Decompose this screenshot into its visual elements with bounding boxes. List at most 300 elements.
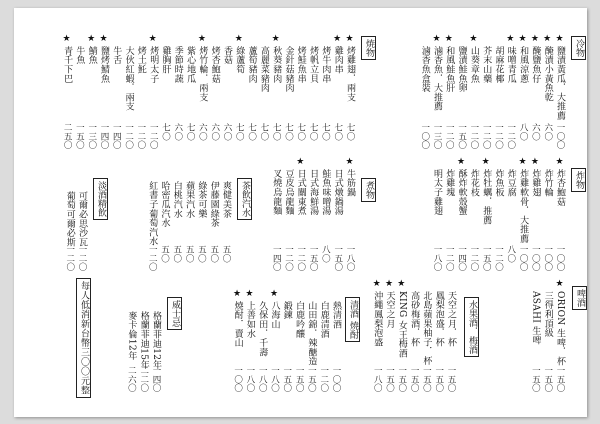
- recommend-star-icon: [431, 156, 442, 169]
- recommend-star-icon: ★: [233, 289, 242, 299]
- fried-item-price: 一〇〇: [555, 245, 565, 272]
- tea-item-name: 伊藤園綠茶: [208, 181, 219, 228]
- tea-item: [208, 168, 219, 285]
- cold-item-name: 醃鹽魚仔: [530, 46, 541, 84]
- grill-item: [110, 33, 121, 163]
- umeshu-item-name: KING 女王梅酒: [396, 291, 407, 358]
- sake-item-price: 一五〇: [306, 366, 317, 393]
- recommend-star-icon: [468, 156, 479, 169]
- umeshu-item-price: 一五〇: [446, 366, 456, 393]
- grill-item-price: 六〇: [197, 123, 208, 141]
- umeshu-item-name: 北島蘋果柚子．杯: [421, 291, 432, 366]
- grill-item: [160, 33, 171, 163]
- cold-item-price: 一〇〇: [555, 123, 565, 150]
- simmer-item-name: 牛筋鍋: [345, 169, 355, 197]
- fried-item: [529, 156, 540, 285]
- grill-item: [123, 33, 134, 163]
- cold-item-price: 六〇: [530, 123, 541, 141]
- simmer-item-price: 一二〇: [283, 245, 294, 272]
- recommend-star-icon: [135, 33, 146, 46]
- simmer-item-name: 豆皮烏龍麵: [283, 169, 294, 216]
- recommend-star-icon: [221, 33, 232, 46]
- recommend-star-icon: [319, 156, 330, 169]
- simmer-item: [295, 156, 306, 285]
- fried-item: [493, 156, 504, 285]
- menu-sheet: [14, 8, 587, 417]
- recommend-star-icon: ★: [148, 34, 157, 44]
- tea-item-name: 綠茶可樂: [196, 181, 207, 219]
- grill-item: [283, 33, 294, 163]
- fried-item-price: 一四〇: [456, 245, 467, 272]
- section-title-umeshu: 水果酒．梅酒: [464, 297, 479, 357]
- sake-item-price: 一八〇: [257, 366, 268, 393]
- umeshu-item-price: 一五〇: [396, 366, 407, 393]
- recommend-star-icon: [419, 33, 430, 46]
- recommend-star-icon: [281, 288, 292, 301]
- grill-item: [61, 33, 72, 163]
- fried-item: [517, 156, 528, 285]
- sake-item-price: 一八〇: [244, 366, 255, 393]
- cold-item-name: 山葵章魚: [468, 46, 479, 84]
- sake-item: [293, 288, 304, 406]
- grill-item-price: 七〇: [258, 123, 269, 141]
- grill-item-name: 鹽烤鯖魚: [99, 46, 109, 84]
- cold-item: [419, 33, 430, 163]
- umeshu-item-price: 一五〇: [421, 366, 432, 393]
- recommend-star-icon: [183, 168, 194, 181]
- tea-item-name: 哈密瓜汽水: [159, 181, 170, 228]
- cold-item: [554, 33, 565, 163]
- cold-item: [431, 33, 442, 163]
- sake-item-name: 上善如水: [244, 301, 255, 339]
- umeshu-item-name: 鳳梨泡盛．杯: [433, 291, 444, 347]
- grill-item-name: 烤杏鮑菇: [209, 46, 220, 84]
- recommend-star-icon: [209, 33, 220, 46]
- cold-item-price: 一三〇: [432, 123, 442, 150]
- grill-item: [184, 33, 195, 163]
- tea-item-price: 五〇: [208, 245, 219, 263]
- grill-item-name: 牛魚: [74, 46, 85, 65]
- grill-item-price: 七〇: [160, 123, 171, 141]
- simmer-item: [319, 156, 330, 285]
- footer-note: 每人低消新台幣三〇〇元整: [76, 278, 91, 398]
- sake-house-item-price: 一二〇: [77, 245, 87, 272]
- cold-item: [443, 33, 454, 163]
- grill-item-name: 烤明太子: [148, 46, 159, 84]
- fried-item-name: 炸雞塊: [444, 169, 455, 197]
- section-title-fried: 炸物: [571, 168, 586, 192]
- umeshu-item-name: 沖繩鳳梨泡盛: [372, 291, 383, 347]
- recommend-star-icon: [529, 278, 540, 291]
- grill-item-name: 烤牛肉串: [320, 46, 331, 84]
- cold-item-price: 一〇〇: [419, 123, 430, 150]
- cold-item-price: 六〇: [542, 123, 553, 141]
- grill-item-name: 烤竹輪．兩支: [197, 46, 208, 102]
- recommend-star-icon: [270, 156, 281, 169]
- cold-item-name: 鹽漬鮭魚卵: [456, 46, 467, 93]
- fried-item: [505, 156, 516, 285]
- grill-item-name: 秋葵豬肉: [271, 46, 282, 84]
- recommend-star-icon: [433, 278, 444, 291]
- grill-item-price: 二五〇: [62, 123, 73, 150]
- umeshu-item-name: 天空之月．杯: [446, 291, 456, 347]
- sake-house-item-name: 葡萄可爾必斯: [64, 191, 75, 247]
- cold-item-name: 和風涼蔥: [518, 46, 529, 84]
- recommend-star-icon: ★: [397, 279, 406, 289]
- grill-item-price: 七〇: [345, 123, 355, 141]
- simmer-item: [344, 156, 355, 285]
- cold-item: [517, 33, 528, 163]
- sake-house-item: [64, 178, 75, 285]
- grill-item: [295, 33, 306, 163]
- fried-item: [456, 156, 467, 285]
- grill-item-name: 金針菇豬肉: [283, 46, 294, 93]
- cold-item: [542, 33, 553, 163]
- sake-item-name: 白鹿清酒: [318, 301, 329, 339]
- tea-item: [159, 168, 170, 285]
- beer-item-price: 一五〇: [530, 366, 541, 393]
- cold-item: [456, 33, 467, 163]
- umeshu-item-price: 一五〇: [384, 366, 395, 393]
- cold-item-name: 鹽漬黃瓜．大推薦: [555, 46, 565, 121]
- tea-item-price: 五〇: [196, 245, 207, 263]
- grill-item: [196, 33, 207, 163]
- grill-item-name: 蘆筍豬肉: [246, 46, 257, 84]
- simmer-item-name: 叉燒烏龍麵: [271, 169, 282, 216]
- recommend-star-icon: [76, 178, 87, 191]
- beer-item: [529, 278, 540, 406]
- tea-item-price: 五〇: [159, 245, 170, 263]
- cold-item: [468, 33, 479, 163]
- recommend-star-icon: [443, 156, 454, 169]
- fried-item-price: 八〇: [505, 245, 516, 263]
- tea-item: [171, 168, 182, 285]
- grill-item-price: 七〇: [246, 123, 257, 141]
- recommend-star-icon: [456, 33, 467, 46]
- recommend-star-icon: ★: [333, 34, 342, 44]
- recommend-star-icon: [293, 288, 304, 301]
- tea-item-price: 五〇: [221, 245, 231, 263]
- sake-item: [305, 288, 316, 406]
- sake-item-name: 八海山: [269, 301, 280, 329]
- recommend-star-icon: [146, 168, 157, 181]
- recommend-star-icon: [305, 288, 316, 301]
- sake-item-name: 燒酎．賣山: [232, 301, 243, 348]
- section-title-sake: 清酒 燒酎: [345, 297, 360, 342]
- cold-item-price: 一二〇: [481, 123, 492, 150]
- grill-item-price: 六〇: [222, 123, 232, 141]
- grill-item: [332, 33, 343, 163]
- recommend-star-icon: [480, 33, 491, 46]
- cold-item-price: 一二〇: [493, 123, 504, 150]
- grill-item-price: 七〇: [271, 123, 282, 141]
- recommend-star-icon: ★: [518, 157, 527, 167]
- recommend-star-icon: [208, 168, 219, 181]
- tea-item-name: 白桃汽水: [171, 181, 182, 219]
- whisky-item-name: 格蘭菲迪15年: [138, 311, 149, 370]
- grill-item: [221, 33, 232, 163]
- beer-item: [554, 278, 565, 406]
- recommend-star-icon: [307, 33, 318, 46]
- recommend-star-icon: [73, 33, 84, 46]
- sake-item-name: 白鹿吟釀: [294, 301, 305, 339]
- recommend-star-icon: ★: [555, 157, 564, 167]
- recommend-star-icon: [246, 33, 257, 46]
- simmer-item: [332, 156, 343, 285]
- recommend-star-icon: ★: [432, 34, 441, 44]
- umeshu-item-name: 天空之月: [384, 291, 395, 329]
- grill-item-price: 一四〇: [99, 123, 109, 150]
- whisky-item: [150, 298, 161, 406]
- fried-item-name: 炸杏鮑菇: [555, 169, 565, 207]
- tea-item: [183, 168, 194, 285]
- recommend-star-icon: [493, 33, 504, 46]
- recommend-star-icon: [110, 33, 121, 46]
- recommend-star-icon: [150, 298, 161, 311]
- recommend-star-icon: ★: [234, 34, 243, 44]
- fried-item-price: 一〇〇: [518, 245, 529, 272]
- grill-item: [73, 33, 84, 163]
- grill-item-name: 雞胸肝: [160, 46, 171, 74]
- fried-item-name: 炸花枝: [468, 169, 479, 197]
- grill-item: [270, 33, 281, 163]
- tea-item-price: 五〇: [184, 245, 195, 263]
- recommend-star-icon: [123, 33, 134, 46]
- tea-item: [146, 168, 157, 285]
- recommend-star-icon: ★: [197, 34, 206, 44]
- recommend-star-icon: ★: [269, 289, 279, 299]
- cold-item: [505, 33, 516, 163]
- grill-item: [86, 33, 97, 163]
- tea-item: [195, 168, 206, 285]
- tea-item-name: 爽健美茶: [221, 181, 231, 219]
- recommend-star-icon: [332, 156, 343, 169]
- grill-item-name: 烤鮭魚串: [295, 46, 306, 84]
- cold-item-name: 醃漬小黃魚乾: [542, 46, 553, 102]
- recommend-star-icon: [160, 33, 171, 46]
- fried-item-price: 一〇〇: [530, 245, 541, 272]
- cold-item-name: 味噌青瓜: [505, 46, 516, 84]
- sake-item-price: 一五〇: [294, 366, 305, 393]
- cold-item-name: 滷香魚盒裝: [419, 46, 430, 93]
- sake-item-price: 一二〇: [318, 366, 329, 393]
- tea-item-price: 五〇: [171, 245, 182, 263]
- fried-item-name: 酥炸軟殼蟹: [456, 169, 467, 216]
- cold-item-price: 一二〇: [444, 123, 455, 150]
- cold-item-name: 胡麻花椰: [493, 46, 504, 84]
- fried-item-name: 炸魚板: [493, 169, 504, 197]
- grill-item-name: 鯖魚: [86, 46, 97, 65]
- fried-item: [542, 156, 553, 285]
- sake-item-name: 鍛鍊: [281, 301, 292, 320]
- recommend-star-icon: ★: [481, 157, 490, 167]
- recommend-star-icon: [420, 278, 431, 291]
- grill-item: [209, 33, 220, 163]
- grill-item-name: 大伙紅蝦．兩支: [123, 46, 134, 112]
- umeshu-item-price: 一五〇: [409, 366, 420, 393]
- recommend-star-icon: [138, 298, 149, 311]
- cold-item-price: 一二〇: [505, 123, 516, 150]
- grill-item-price: 六〇: [172, 123, 183, 141]
- fried-item: [480, 156, 491, 285]
- grill-item-name: 烤土魠: [135, 46, 146, 74]
- fried-item-price: 一二〇: [444, 245, 455, 272]
- recommend-star-icon: ★: [62, 34, 71, 44]
- grill-item-price: 七〇: [283, 123, 294, 141]
- simmer-item-name: 日式關東煮: [295, 169, 306, 216]
- recommend-star-icon: [408, 278, 419, 291]
- fried-item-name: 炸牡蠣．推薦: [481, 169, 492, 225]
- grill-item: [258, 33, 269, 163]
- grill-item: [233, 33, 244, 163]
- sake-item-price: 一〇〇: [232, 366, 243, 393]
- fried-item-price: 一八〇: [432, 245, 442, 272]
- grill-item-price: 一二〇: [135, 123, 146, 150]
- recommend-star-icon: ★: [555, 34, 564, 44]
- recommend-star-icon: ★: [245, 289, 254, 299]
- recommend-star-icon: ★: [444, 34, 453, 44]
- grill-item-name: 綠蘆筍: [234, 46, 245, 74]
- grill-item: [319, 33, 330, 163]
- recommend-star-icon: [125, 298, 136, 311]
- recommend-star-icon: [493, 156, 504, 169]
- sake-item-name: 久保田．千壽: [257, 301, 268, 357]
- fried-item-name: 明太子雞翅: [432, 169, 442, 216]
- sake-house-item-name: 可爾必思沙瓦: [77, 191, 87, 247]
- beer-item-name: 三得利頂級: [542, 291, 553, 338]
- section-title-simmer: 煮物: [361, 178, 376, 202]
- grill-item-name: 高麗菜豬肉: [258, 46, 269, 93]
- fried-item: [431, 156, 442, 285]
- sake-item: [244, 288, 255, 406]
- whisky-item-price: 二六〇: [126, 366, 137, 393]
- grill-item-price: 六〇: [209, 123, 220, 141]
- recommend-star-icon: [445, 278, 456, 291]
- recommend-star-icon: [319, 33, 330, 46]
- umeshu-item: [384, 278, 395, 406]
- grill-item-name: 季節時蔬: [172, 46, 183, 84]
- whisky-item: [125, 298, 136, 406]
- recommend-star-icon: [505, 156, 516, 169]
- recommend-star-icon: [330, 288, 341, 301]
- grill-item-price: 七〇: [295, 123, 306, 141]
- grill-item: [98, 33, 109, 163]
- simmer-item: [307, 156, 318, 285]
- grill-item-price: 七〇: [320, 123, 331, 141]
- simmer-item-name: 日式燉鍋湯: [332, 169, 343, 216]
- umeshu-item: [445, 278, 456, 406]
- recommend-star-icon: [195, 168, 206, 181]
- simmer-item-price: 一四〇: [271, 245, 282, 272]
- recommend-star-icon: [307, 156, 318, 169]
- recommend-star-icon: ★: [296, 157, 305, 167]
- recommend-star-icon: [318, 288, 329, 301]
- cold-item: [493, 33, 504, 163]
- grill-item: [307, 33, 318, 163]
- recommend-star-icon: ★: [345, 157, 354, 167]
- umeshu-item-name: 高砂梅酒．杯: [409, 291, 420, 347]
- recommend-star-icon: [258, 33, 269, 46]
- grill-item-name: 牛舌: [111, 46, 122, 65]
- recommend-star-icon: ★: [543, 34, 552, 44]
- grill-item-name: 烤雞翅．兩支: [345, 46, 355, 102]
- sake-item: [281, 288, 292, 406]
- sake-house-item-price: 一二〇: [64, 245, 75, 272]
- grill-item-price: 一五〇: [74, 123, 85, 150]
- umeshu-item: [408, 278, 419, 406]
- umeshu-item-price: 一八〇: [372, 366, 383, 393]
- sake-item: [269, 288, 280, 406]
- recommend-star-icon: ★: [457, 157, 466, 167]
- cold-item-name: 芥末山藥: [481, 46, 492, 84]
- cold-item: [480, 33, 491, 163]
- tea-item-name: 紅書子葡萄汽水: [147, 181, 158, 247]
- umeshu-item-price: 一五〇: [433, 366, 444, 393]
- recommend-star-icon: [295, 33, 306, 46]
- recommend-star-icon: ★: [555, 279, 564, 289]
- whisky-item-price: 二二〇: [138, 366, 149, 393]
- simmer-item-price: 一五〇: [332, 245, 343, 272]
- whisky-item-price: 一四〇: [151, 366, 161, 393]
- fried-item-name: 炸竹輪: [542, 169, 553, 197]
- whisky-item-name: 麥卡倫12年: [126, 311, 137, 361]
- recommend-star-icon: ★: [469, 34, 478, 44]
- recommend-star-icon: [64, 178, 75, 191]
- fried-item-price: 一五〇: [481, 245, 492, 272]
- recommend-star-icon: ★: [99, 34, 108, 44]
- recommend-star-icon: ★: [530, 157, 539, 167]
- grill-item-price: 一二〇: [123, 123, 134, 150]
- cold-item-name: 和風鮭魚肝: [444, 46, 455, 93]
- grill-item-price: 七〇: [308, 123, 319, 141]
- beer-item-name: ORION 生啤．杯: [555, 291, 565, 366]
- section-title-cold: 冷物: [571, 36, 586, 60]
- section-title-grill: 焼物: [361, 36, 376, 60]
- grill-item-name: 香菇: [222, 46, 232, 65]
- cold-item-price: 一二〇: [468, 123, 479, 150]
- simmer-item: [283, 156, 294, 285]
- recommend-star-icon: ★: [506, 34, 515, 44]
- recommend-star-icon: [283, 156, 294, 169]
- cold-item-price: 一五〇: [456, 123, 467, 150]
- fried-item: [468, 156, 479, 285]
- grill-item-price: 七〇: [332, 123, 343, 141]
- grill-item: [246, 33, 257, 163]
- grill-item-price: 一二〇: [148, 123, 159, 150]
- fried-item-price: 一二〇: [493, 245, 504, 272]
- section-title-whisky: 威士忌: [167, 297, 182, 330]
- fried-item-name: 炸雞翅: [530, 169, 541, 197]
- beer-item: [542, 278, 553, 406]
- whisky-item-name: 格蘭菲迪12年: [151, 311, 161, 370]
- beer-item-price: 一五〇: [555, 366, 565, 393]
- simmer-item: [270, 156, 281, 285]
- sake-item: [318, 288, 329, 406]
- recommend-star-icon: [172, 33, 183, 46]
- grill-item-name: 雞肉串: [332, 46, 343, 74]
- grill-item-name: 青千下巴: [62, 46, 73, 84]
- sake-item: [330, 288, 341, 406]
- umeshu-item: [396, 278, 407, 406]
- recommend-star-icon: ★: [345, 34, 354, 44]
- recommend-star-icon: ★: [384, 279, 394, 289]
- simmer-item-name: 鮭魚味噌湯: [320, 169, 331, 216]
- recommend-star-icon: [184, 33, 195, 46]
- sake-item: [256, 288, 267, 406]
- recommend-star-icon: ★: [271, 34, 280, 44]
- simmer-item-price: 八〇: [320, 245, 331, 263]
- grill-item-name: 紫心地瓜: [185, 46, 196, 84]
